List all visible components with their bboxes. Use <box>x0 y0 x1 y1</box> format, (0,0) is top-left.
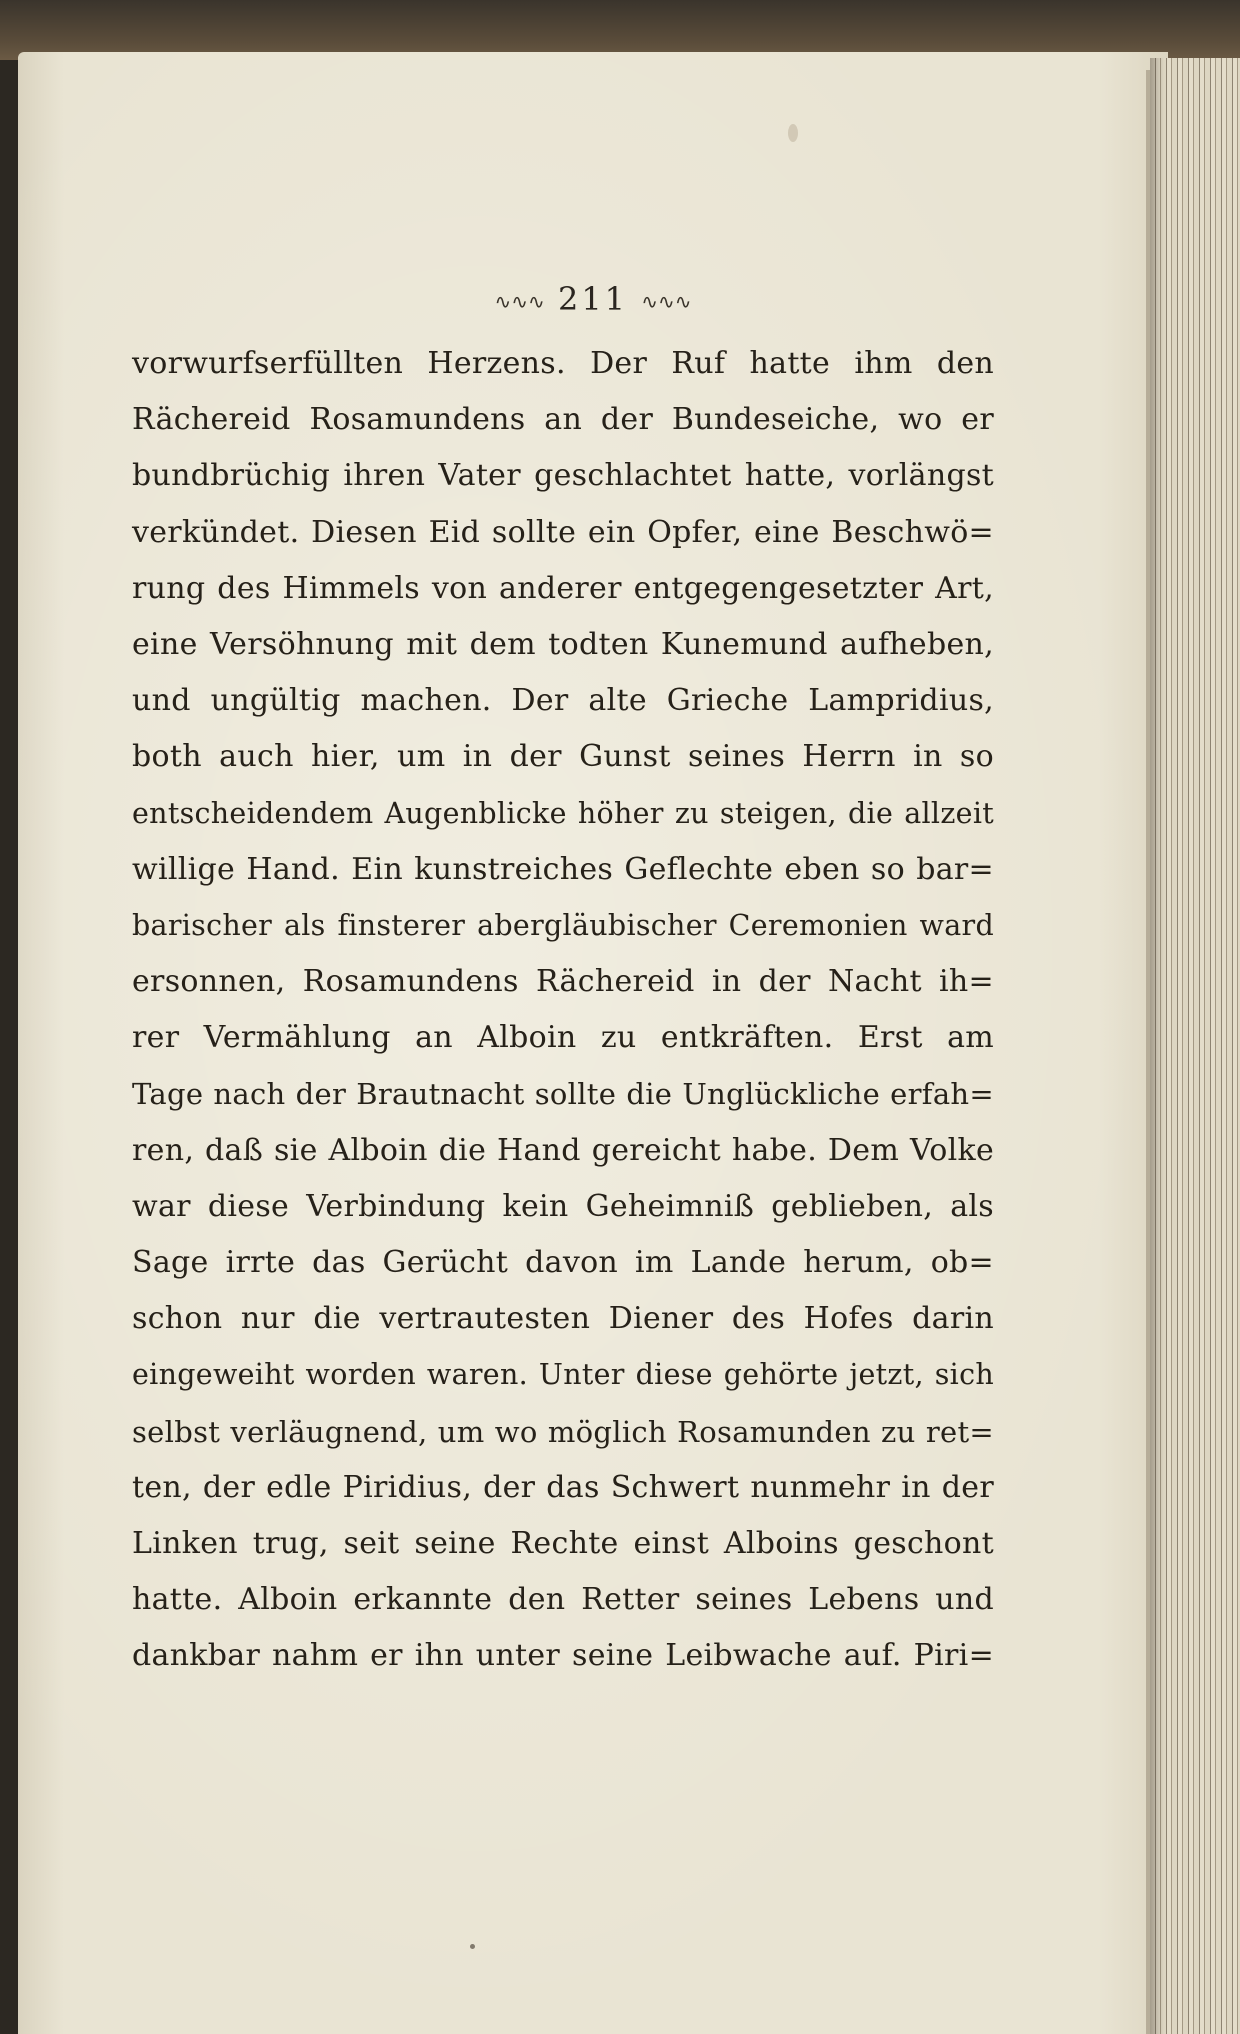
text-line: selbst verläugnend, um wo möglich Rosamunden zu ret= <box>132 1414 994 1449</box>
page-header <box>18 280 1168 318</box>
book-page <box>18 52 1168 2034</box>
text-line: eine Versöhnung mit dem todten Kunemund aufheben, <box>132 626 994 662</box>
text-line: barischer als finsterer abergläubischer Ceremonien ward <box>132 908 994 942</box>
text-line: Sage irrte das Gerücht davon im Lande herum, ob= <box>132 1245 994 1280</box>
text-line: ren, daß sie Alboin die Hand gereicht habe. Dem Volke <box>132 1132 994 1168</box>
text-line: war diese Verbindung kein Geheimniß geblieben, als <box>132 1188 994 1224</box>
paper-stain <box>788 124 798 142</box>
page-edge-shadow <box>1150 58 1164 2034</box>
text-line: willige Hand. Ein kunstreiches Geflechte eben so bar= <box>132 851 994 887</box>
book-cover-edge <box>0 0 1240 60</box>
page-number: 211 <box>557 280 629 318</box>
text-line: hatte. Alboin erkannte den Retter seines Lebens und <box>132 1582 994 1618</box>
text-line: both auch hier, um in der Gunst seines Herrn in so <box>132 739 994 775</box>
text-line: vorwurfserfüllten Herzens. Der Ruf hatte ihm den <box>132 346 994 381</box>
text-line: ersonnen, Rosamundens Rächereid in der Nacht ih= <box>132 964 994 1000</box>
text-line: schon nur die vertrautesten Diener des Hofes darin <box>132 1301 994 1337</box>
body-text <box>132 336 994 1685</box>
text-line: und ungültig machen. Der alte Grieche Lampridius, <box>132 683 994 719</box>
text-line: dankbar nahm er ihn unter seine Leibwache auf. Piri= <box>132 1638 994 1674</box>
header-ornament-right: ∿∿∿ <box>641 289 692 314</box>
text-line: ten, der edle Piridius, der das Schwert nunmehr in der <box>132 1469 994 1505</box>
text-line: eingeweiht worden waren. Unter diese gehörte jetzt, sich <box>132 1358 994 1392</box>
header-ornament-left: ∿∿∿ <box>494 289 545 314</box>
text-line: Tage nach der Brautnacht sollte die Unglückliche erfah= <box>132 1077 994 1112</box>
text-line: bundbrüchig ihren Vater geschlachtet hatte, vorlängst <box>132 458 994 494</box>
text-line: rung des Himmels von anderer entgegengesetzter Art, <box>132 570 994 606</box>
text-line: Rächereid Rosamundens an der Bundeseiche, wo er <box>132 402 994 438</box>
text-line: entscheidendem Augenblicke höher zu steigen, die allzeit <box>132 796 994 830</box>
text-line: Linken trug, seit seine Rechte einst Alboins geschont <box>132 1525 994 1561</box>
paper-stain <box>470 1944 475 1949</box>
text-line: verkündet. Diesen Eid sollte ein Opfer, eine Beschwö= <box>132 514 994 550</box>
text-line: rer Vermählung an Alboin zu entkräften. Erst am <box>132 1020 994 1056</box>
